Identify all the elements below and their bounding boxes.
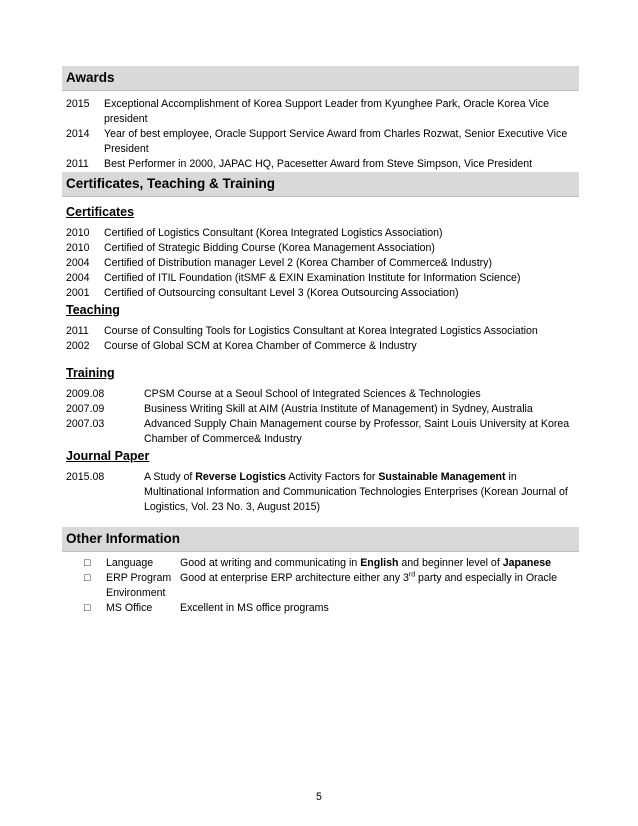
training-text: Business Writing Skill at AIM (Austria Institute of Management) in Sydney, Australia [144, 403, 533, 415]
certificate-year: 2010 [66, 242, 90, 254]
page-number: 5 [316, 791, 322, 803]
checkbox-icon: □ [84, 602, 91, 614]
other-info-key: ERP Program Environment [106, 572, 172, 599]
other-info-value [180, 556, 579, 571]
award-row [62, 97, 579, 127]
certificate-text: Certified of Distribution manager Level 2 (Korea Chamber of Commerce& Industry) [104, 257, 493, 269]
value-keyword: English [360, 557, 399, 569]
teaching-subheading: Teaching [66, 303, 120, 317]
other-info-row [62, 601, 579, 616]
value-superscript: rd [408, 571, 416, 579]
training-row [62, 417, 579, 447]
other-info-key: Language [106, 557, 154, 569]
journal-year: 2015.08 [66, 471, 105, 483]
certificate-year: 2010 [66, 227, 90, 239]
other-info-row [62, 571, 579, 601]
awards-heading: Awards [62, 66, 579, 91]
training-year: 2007.03 [66, 418, 105, 430]
value-keyword: Japanese [502, 557, 551, 569]
other-info-row [62, 556, 579, 571]
certificate-row [62, 226, 579, 241]
journal-text-part: A Study of [144, 471, 196, 483]
training-text: CPSM Course at a Seoul School of Integrated Sciences & Technologies [144, 388, 481, 400]
award-row [62, 157, 579, 172]
checkbox-icon: □ [84, 557, 91, 569]
teaching-year: 2011 [66, 325, 89, 337]
certificate-text: Certified of ITIL Foundation (itSMF & EXIN Examination Institute for Information Science) [104, 272, 521, 284]
certificates-subheading: Certificates [66, 205, 135, 219]
journal-keyword: Sustainable Management [378, 471, 506, 483]
award-year: 2014 [66, 128, 90, 140]
certificate-row [62, 286, 579, 301]
certificate-year: 2001 [66, 287, 90, 299]
teaching-year: 2002 [66, 340, 90, 352]
value-part: party and especially in Oracle [415, 572, 558, 584]
checkbox-icon: □ [84, 572, 91, 584]
teaching-row [62, 324, 579, 339]
value-part: Good at writing and communicating in [180, 557, 361, 569]
training-year: 2007.09 [66, 403, 105, 415]
teaching-text: Course of Global SCM at Korea Chamber of Commerce & Industry [104, 340, 417, 352]
certificate-year: 2004 [66, 272, 90, 284]
award-text: Exceptional Accomplishment of Korea Support Leader from Kyunghee Park, Oracle Korea Vice president [104, 98, 549, 125]
journal-text [144, 470, 579, 515]
resume-page [62, 66, 579, 616]
journal-keyword: Reverse Logistics [195, 471, 286, 483]
journal-text-part: Activity Factors for [285, 471, 379, 483]
certificate-text: Certified of Strategic Bidding Course (Korea Management Association) [104, 242, 435, 254]
certificate-row [62, 241, 579, 256]
certificates-teaching-training-heading: Certificates, Teaching & Training [62, 172, 579, 197]
award-year: 2011 [66, 158, 89, 170]
award-year: 2015 [66, 98, 90, 110]
journal-text-part: in Multinational Information and Communication Technologies Enterprises (Korean Journal of Logistics, Vol. 23 No. 3, August 2015) [144, 471, 568, 513]
certificate-row [62, 271, 579, 286]
training-row [62, 387, 579, 402]
journal-paper-subheading: Journal Paper [66, 449, 150, 463]
certificate-text: Certified of Logistics Consultant (Korea Integrated Logistics Association) [104, 227, 443, 239]
value-part: Good at enterprise ERP architecture either any 3 [180, 572, 409, 584]
teaching-text: Course of Consulting Tools for Logistics Consultant at Korea Integrated Logistics Association [104, 325, 538, 337]
other-info-value: Excellent in MS office programs [180, 602, 329, 614]
other-info-key: MS Office [106, 602, 153, 614]
certificate-year: 2004 [66, 257, 90, 269]
value-part: and beginner level of [398, 557, 503, 569]
other-information-heading: Other Information [62, 527, 579, 552]
training-row [62, 402, 579, 417]
award-text: Year of best employee, Oracle Support Service Award from Charles Rozwat, Senior Executive Vice President [104, 128, 568, 155]
training-year: 2009.08 [66, 388, 105, 400]
journal-row [62, 470, 579, 515]
other-info-value [180, 571, 579, 601]
award-text: Best Performer in 2000, JAPAC HQ, Pacesetter Award from Steve Simpson, Vice President [104, 158, 533, 170]
award-row [62, 127, 579, 157]
training-subheading: Training [66, 366, 115, 380]
training-text: Advanced Supply Chain Management course by Professor, Saint Louis University at Korea Chamber of Commerce& Industry [144, 418, 570, 445]
certificate-text: Certified of Outsourcing consultant Level 3 (Korea Outsourcing Association) [104, 287, 459, 299]
teaching-row [62, 339, 579, 354]
certificate-row [62, 256, 579, 271]
